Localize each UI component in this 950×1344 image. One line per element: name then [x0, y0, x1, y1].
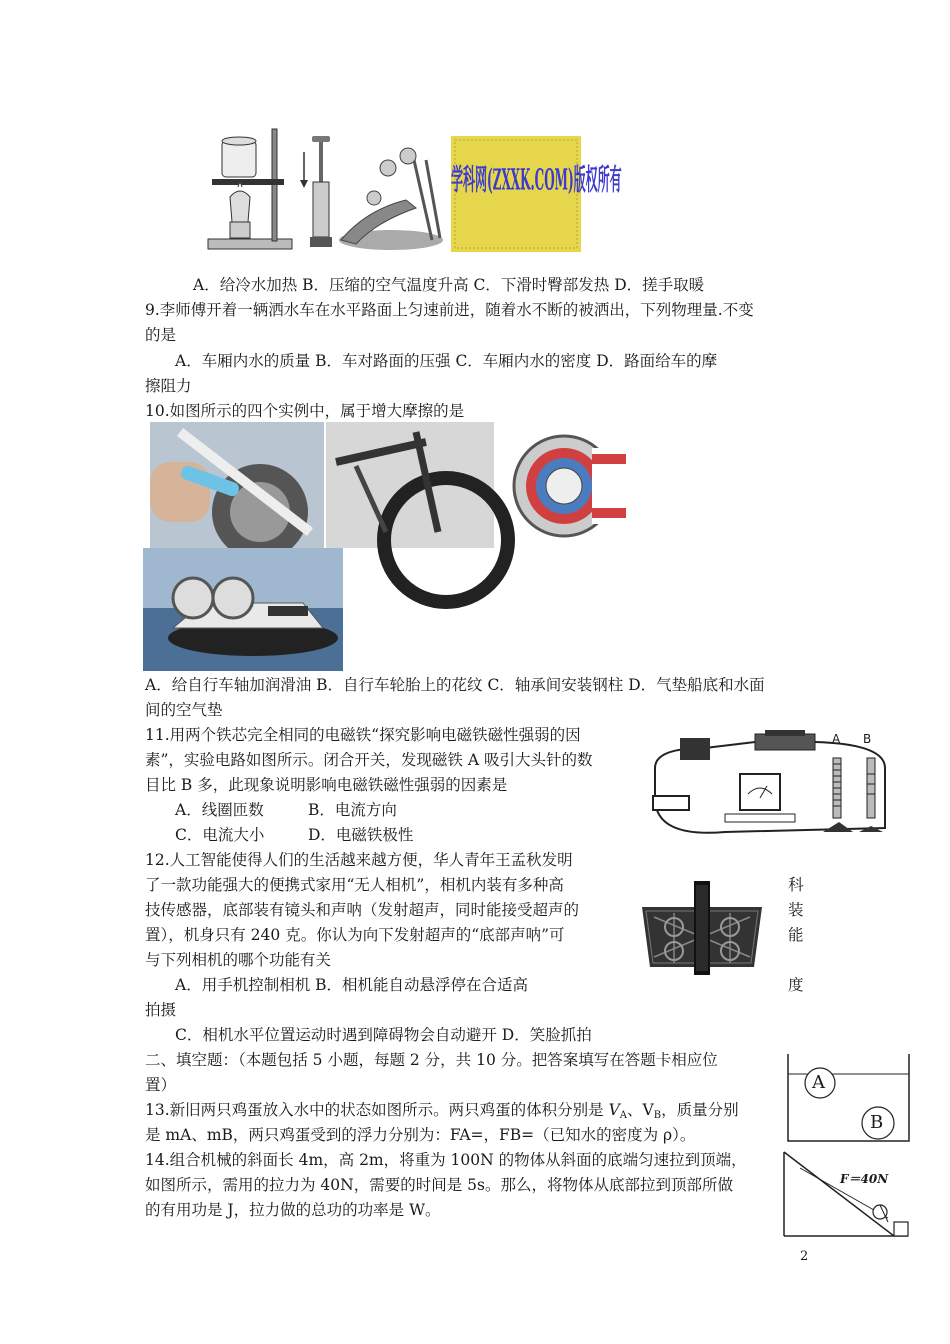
bike-oiling-image — [150, 422, 324, 548]
q11-option-a: A．线圈匝数 — [175, 801, 264, 819]
incline-pulley-diagram — [780, 1150, 910, 1238]
slide-image — [336, 140, 446, 252]
q11-stem-line2: 素”，实验电路如图所示。闭合开关，发现磁铁 A 吸引大头针的数 — [145, 751, 593, 769]
q13-line1-mid: 、V — [627, 1101, 654, 1119]
q10-options-line1: A．给自行车轴加润滑油 B．自行车轮胎上的花纹 C．轴承间安装钢柱 D．气垫船底和水面 — [145, 676, 765, 694]
egg-label-a: A — [812, 1072, 825, 1093]
q12-options-cd: C．相机水平位置运动时遇到障碍物会自动避开 D．笑脸抓拍 — [175, 1026, 592, 1044]
q14-line2: 如图所示，需用的拉力为 40N，需要的时间是 5s。那么，将物体从底部拉到顶部所做 — [145, 1176, 733, 1194]
q13-line1-post: ，质量分别 — [661, 1101, 739, 1119]
q14-line3: 的有用功是 J，拉力做的总功的功率是 W。 — [145, 1201, 441, 1219]
q12-stem-line4: 置），机身只有 240 克。你认为向下发射超声的“底部声呐”可 — [145, 926, 565, 944]
q13-line1-pre: 13.新旧两只鸡蛋放入水中的状态如图所示。两只鸡蛋的体积分别是 — [145, 1101, 609, 1119]
q11-option-d: D．电磁铁极性 — [308, 826, 414, 844]
q13-sub-b: B — [653, 1110, 662, 1121]
q9-stem-line1: 9.李师傅开着一辆洒水车在水平路面上匀速前进，随着水不断的被洒出，下列物理量.不变 — [145, 301, 754, 319]
q8-options: A．给冷水加热 B．压缩的空气温度升高 C．下滑时臀部发热 D．搓手取暖 — [193, 276, 705, 294]
q13-sub-a: A — [619, 1110, 628, 1121]
bike-tire-image — [326, 422, 494, 548]
q12-options-ab-line2: 拍摄 — [145, 1001, 177, 1019]
egg-label-b: B — [870, 1112, 884, 1133]
q9-stem-line2: 的是 — [145, 326, 177, 344]
q13-line2: 是 mA、mB，两只鸡蛋受到的浮力分别为：FA=，FB=（已知水的密度为 ρ）。 — [145, 1126, 696, 1144]
q10-stem: 10.如图所示的四个实例中，属于增大摩擦的是 — [145, 402, 465, 420]
q13-var-va: V — [608, 1101, 620, 1119]
heating-water-image — [200, 127, 298, 252]
q12-stem-line2-end: 科 — [788, 876, 804, 894]
eggs-in-water-diagram — [786, 1052, 911, 1143]
electromagnet-label-b: B — [863, 732, 872, 746]
q11-stem-line3: 目比 B 多，此现象说明影响电磁铁磁性强弱的因素是 — [145, 776, 508, 794]
q11-option-b: B．电流方向 — [308, 801, 397, 819]
q9-options-line2: 擦阻力 — [145, 377, 192, 395]
section2-title-line1: 二、填空题：（本题包括 5 小题，每题 2 分，共 10 分。把答案填写在答题卡相应位 — [145, 1051, 718, 1069]
watermark-logo-text: 学科网(ZXXK.COM)版权所有 — [451, 162, 622, 197]
air-pump-image — [298, 132, 336, 252]
q12-options-ab-end: 度 — [788, 976, 804, 994]
q9-options-line1: A．车厢内水的质量 B．车对路面的压强 C．车厢内水的密度 D．路面给车的摩 — [175, 352, 718, 370]
q10-options-line2: 间的空气垫 — [145, 701, 223, 719]
electromagnet-label-a: A — [832, 732, 841, 746]
hovercraft-image — [143, 548, 343, 671]
q12-stem-line1: 12.人工智能使得人们的生活越来越方便，华人青年王孟秋发明 — [145, 851, 573, 869]
q11-stem-line1: 11.用两个铁芯完全相同的电磁铁“探究影响电磁铁磁性强弱的因 — [145, 726, 581, 744]
q11-option-c: C．电流大小 — [175, 826, 265, 844]
q13-line1 — [145, 1100, 739, 1126]
watermark-logo-image — [451, 136, 622, 252]
q12-options-ab: A．用手机控制相机 B．相机能自动悬浮停在合适高 — [175, 976, 529, 994]
q12-stem-line4-end: 能 — [788, 926, 804, 944]
q12-stem-line2: 了一款功能强大的便携式家用“无人相机”，相机内装有多种高 — [145, 876, 564, 894]
drone-camera-image — [634, 877, 770, 975]
q12-stem-line3-end: 装 — [788, 901, 804, 919]
force-label: F＝40N — [840, 1172, 889, 1186]
page-number: 2 — [800, 1249, 809, 1264]
electromagnet-circuit-diagram — [645, 728, 895, 846]
bearing-image — [506, 428, 634, 544]
section2-title-line2: 置） — [145, 1076, 177, 1094]
q14-line1: 14.组合机械的斜面长 4m，高 2m，将重为 100N 的物体从斜面的底端匀速拉到顶端， — [145, 1151, 747, 1169]
q12-stem-line3: 技传感器，底部装有镜头和声呐（发射超声，同时能接受超声的 — [145, 901, 580, 919]
q12-stem-line5: 与下列相机的哪个功能有关 — [145, 951, 332, 969]
